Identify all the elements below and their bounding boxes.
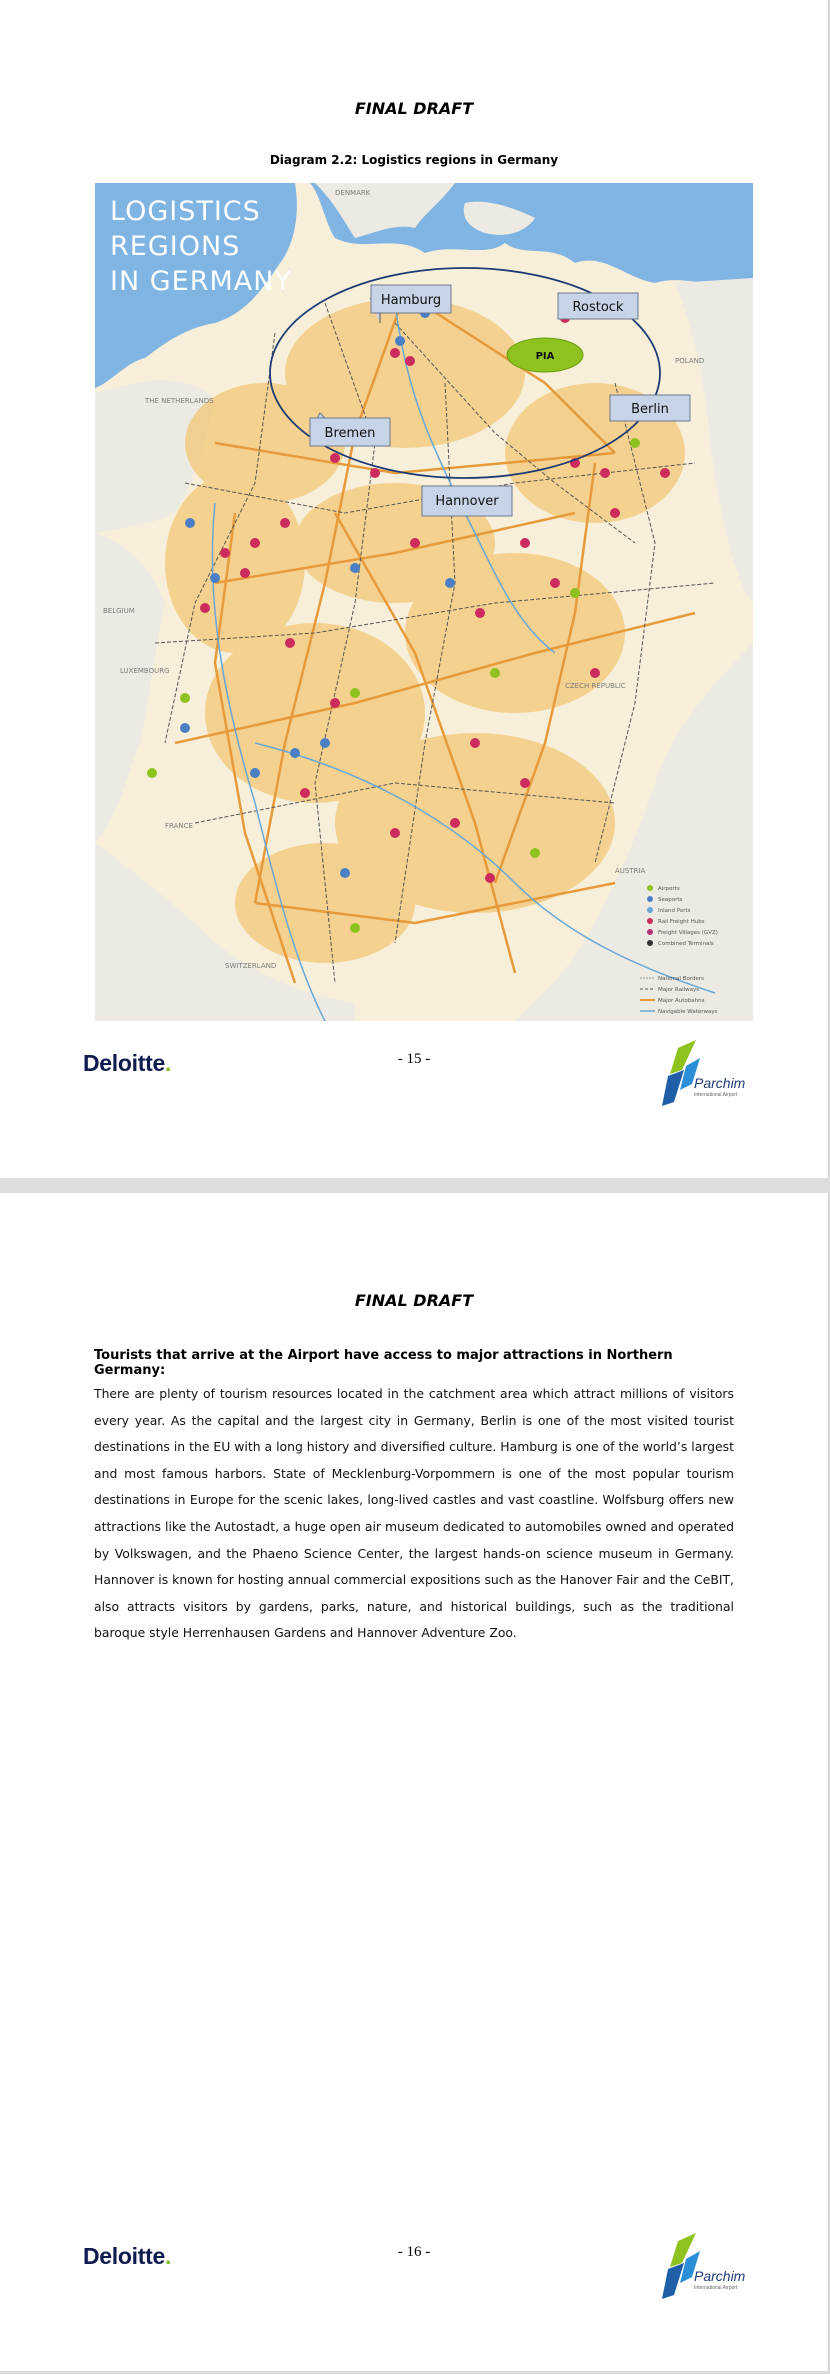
callout-hannover xyxy=(422,486,512,516)
map-title-line-1: LOGISTICS xyxy=(110,196,261,227)
svg-text:Inland Ports: Inland Ports xyxy=(658,908,691,914)
svg-text:Rostock: Rostock xyxy=(572,300,624,315)
svg-text:Parchim: Parchim xyxy=(694,2268,745,2284)
svg-text:Freight Villages (GVZ): Freight Villages (GVZ) xyxy=(658,930,718,936)
logistics-map xyxy=(95,183,753,1021)
svg-text:Seaports: Seaports xyxy=(658,897,683,903)
svg-text:Major Railways: Major Railways xyxy=(658,987,700,993)
callout-berlin xyxy=(610,395,690,421)
country-label: SWITZERLAND xyxy=(225,962,277,970)
svg-text:Hannover: Hannover xyxy=(435,494,499,509)
deloitte-logo: Deloitte. xyxy=(83,2243,172,2269)
svg-text:Hamburg: Hamburg xyxy=(380,293,442,308)
draft-label: FINAL DRAFT xyxy=(354,1291,474,1310)
country-label: THE NETHERLANDS xyxy=(145,397,214,405)
document-page-15 xyxy=(0,0,829,1178)
diagram-caption: Diagram 2.2: Logistics regions in Germany xyxy=(269,153,559,167)
svg-text:International Airport: International Airport xyxy=(694,2285,738,2291)
svg-text:Bremen: Bremen xyxy=(324,426,376,441)
svg-text:Parchim: Parchim xyxy=(694,1075,745,1091)
svg-text:National Borders: National Borders xyxy=(658,976,704,982)
country-label: CZECH REPUBLIC xyxy=(565,682,626,690)
callout-rostock xyxy=(558,293,638,319)
page-number: - 16 - xyxy=(397,2244,431,2260)
callout-bremen xyxy=(310,413,390,446)
map-title-line-2: REGIONS xyxy=(110,231,241,262)
svg-text:PIA: PIA xyxy=(535,351,555,362)
svg-text:Navigable Waterways: Navigable Waterways xyxy=(658,1009,718,1015)
country-label: POLAND xyxy=(675,357,705,365)
country-label: DENMARK xyxy=(335,189,371,197)
svg-text:Berlin: Berlin xyxy=(631,402,669,417)
page-number: - 15 - xyxy=(397,1051,431,1067)
draft-label: FINAL DRAFT xyxy=(354,99,474,118)
parchim-airport-logo xyxy=(660,1040,745,1110)
country-label: FRANCE xyxy=(165,822,193,830)
document-page-16 xyxy=(0,1193,829,2371)
svg-text:International Airport: International Airport xyxy=(694,1092,738,1098)
section-heading: Tourists that arrive at the Airport have access to major attractions in Northern Germany: xyxy=(94,1348,673,1378)
country-label: BELGIUM xyxy=(103,607,135,615)
pia-marker xyxy=(507,338,583,372)
body-paragraph: There are plenty of tourism resources located in the catchment area which attract millions of visitors every year. As the capital and the largest city in Germany, Berlin is one of the most visited tourist destinations in the EU with a long history and diversified culture. Hamburg is one of the world’s largest and most famous harbors. State of Mecklenburg-Vorpommern is one of the most popular tourism destinations in Europe for the scenic lakes, long-lived castles and vast coastline. Wolfsburg offers new attractions like the Autostadt, a huge open air museum dedicated to automobiles owned and operated by Volkswagen, and the Phaeno Science Center, the largest hands-on science museum in Germany. Hannover is known for hosting annual commercial expositions such as the Hanover Fair and the CeBIT, also attracts visitors by gardens, parks, nature, and historical buildings, such as the traditional baroque style Herrenhausen Gardens and Hannover Adventure Zoo. xyxy=(94,1386,734,1641)
country-label: LUXEMBOURG xyxy=(120,667,170,675)
map-title-line-3: IN GERMANY xyxy=(110,266,292,297)
country-label: AUSTRIA xyxy=(615,867,646,875)
svg-text:Major Autobahns: Major Autobahns xyxy=(658,998,705,1004)
deloitte-logo: Deloitte. xyxy=(83,1050,172,1076)
svg-text:Combined Terminals: Combined Terminals xyxy=(658,941,714,947)
parchim-airport-logo xyxy=(660,2233,745,2303)
svg-text:Rail Freight Hubs: Rail Freight Hubs xyxy=(658,919,705,925)
svg-text:Airports: Airports xyxy=(658,886,680,892)
